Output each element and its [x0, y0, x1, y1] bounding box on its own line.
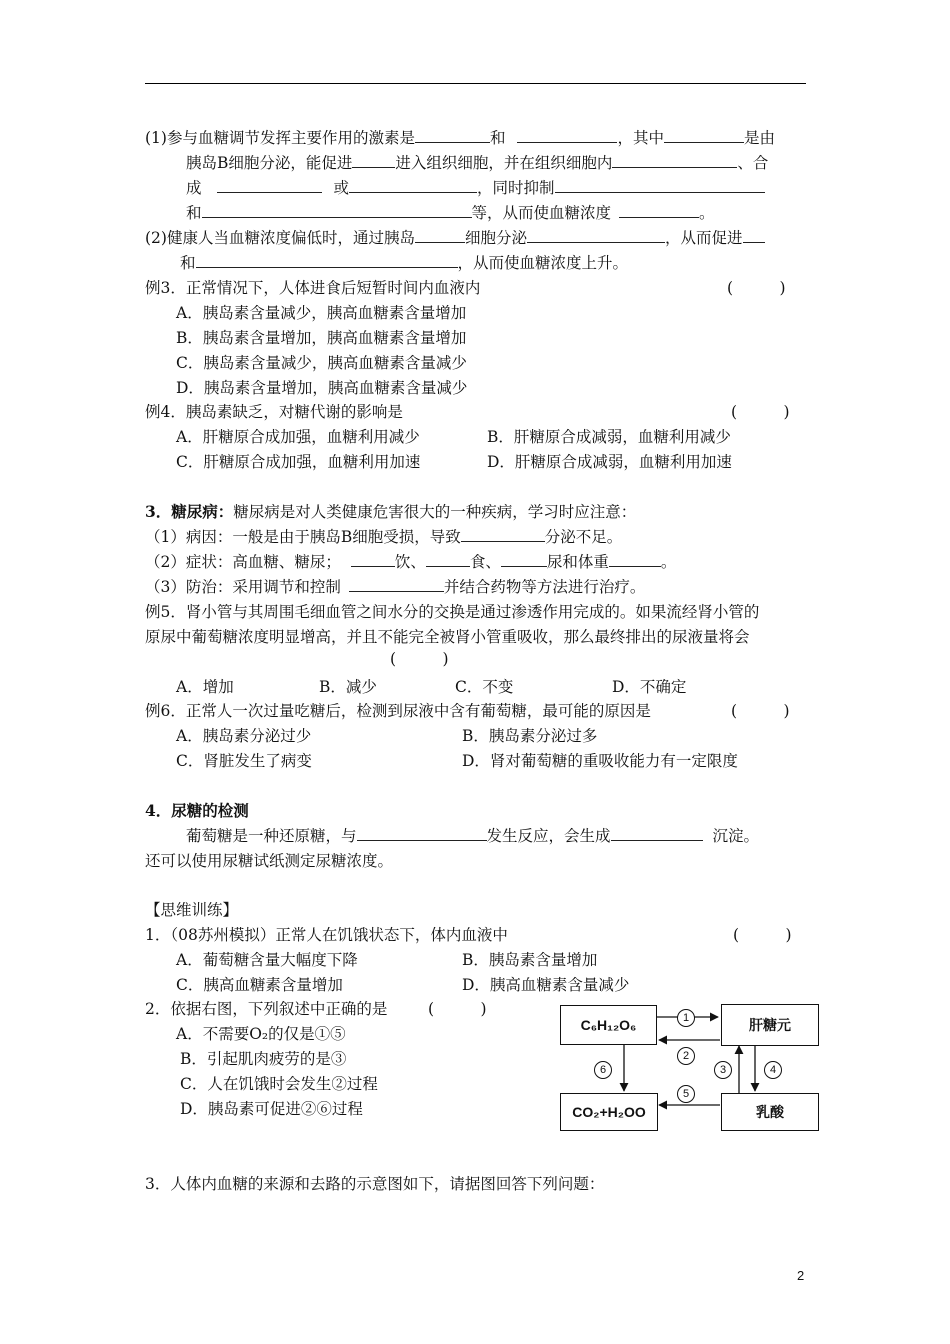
step-2-label: 2: [677, 1047, 695, 1065]
ex6-option-d: D．肾对葡萄糖的重吸收能力有一定限度: [462, 752, 738, 770]
ex5-line-1: 例5．肾小管与其周围毛细血管之间水分的交换是通过渗透作用完成的。如果流经肾小管的: [145, 603, 760, 621]
text: 。: [699, 204, 715, 222]
training-q2-option-b: B．引起肌肉疲劳的是③: [180, 1050, 347, 1068]
training-q2-option-a: A．不需要O₂的仅是①⑤: [176, 1025, 346, 1043]
ex4-option-c: C．肝糖原合成加强，血糖利用加速: [176, 453, 421, 471]
step-3-label: 3: [714, 1061, 732, 1079]
training-q2-option-c: C．人在饥饿时会发生②过程: [180, 1075, 378, 1093]
text: 、合: [737, 154, 769, 172]
text: 发生反应，会生成: [486, 827, 611, 845]
step-5-label: 5: [677, 1085, 695, 1103]
ex5-line-2: 原尿中葡萄糖浓度明显增高，并且不能完全被肾小管重吸收，那么最终排出的尿液量将会: [145, 628, 750, 646]
text: 是由: [744, 129, 776, 147]
step-4-label: 4: [764, 1061, 782, 1079]
training-q1-option-a: A．葡萄糖含量大幅度下降: [176, 951, 358, 969]
ex4-stem: 例4．胰岛素缺乏，对糖代谢的影响是: [145, 403, 403, 421]
text: 并结合药物等方法进行治疗。: [443, 578, 646, 596]
training-q1-option-b: B．胰岛素含量增加: [462, 951, 598, 969]
training-q1-answer-paren[interactable]: ( ): [733, 926, 792, 944]
ex5-option-c: C．不变: [455, 678, 514, 696]
training-q2-answer-paren[interactable]: ( ): [428, 1000, 487, 1018]
ex4-option-a: A．肝糖原合成加强，血糖利用减少: [176, 428, 420, 446]
ex3-option-c: C．胰岛素含量减少，胰高血糖素含量减少: [176, 354, 467, 372]
ex4-option-b: B．肝糖原合成减弱，血糖利用减少: [487, 428, 731, 446]
text: ，同时抑制: [477, 179, 555, 197]
ex6-option-a: A．胰岛素分泌过少: [176, 727, 312, 745]
text: 细胞分泌: [464, 229, 527, 247]
text: 进入组织细胞，并在组织细胞内: [395, 154, 613, 172]
text: ，从而使血糖浓度上升。: [457, 254, 629, 272]
training-title: 【思维训练】: [145, 901, 239, 919]
text: 和: [186, 204, 202, 222]
text: 。: [660, 553, 677, 571]
text: (1)参与血糖调节发挥主要作用的激素是: [145, 129, 415, 147]
ex4-option-d: D．肝糖原合成减弱，血糖利用加速: [487, 453, 732, 471]
training-q2-option-d: D．胰岛素可促进②⑥过程: [180, 1100, 363, 1118]
page-number: 2: [797, 1268, 805, 1283]
text: 糖尿病是对人类健康危害很大的一种疾病，学习时应注意：: [233, 503, 637, 521]
training-q2-stem: 2．依据右图，下列叙述中正确的是: [145, 1000, 388, 1018]
ex3-option-b: B．胰岛素含量增加，胰高血糖素含量增加: [176, 329, 467, 347]
ex5-option-a: A．增加: [176, 678, 234, 696]
text: （3）防治：采用调节和控制: [145, 578, 341, 596]
ex3-stem: 例3．正常情况下，人体进食后短暂时间内血液内: [145, 279, 481, 297]
section-title: 3．糖尿病：: [145, 502, 234, 521]
training-q1-option-d: D．胰高血糖素含量减少: [462, 976, 630, 994]
text: 等，从而使血糖浓度: [471, 204, 612, 222]
glucose-box: C₆H₁₂O₆: [560, 1005, 657, 1045]
step-6-label: 6: [594, 1061, 612, 1079]
text: ，从而促进: [664, 229, 743, 247]
text: 和: [180, 254, 196, 272]
text: 沉淀。: [712, 827, 760, 845]
text: 分泌不足。: [544, 528, 623, 546]
lactic-acid-box: 乳酸: [721, 1093, 819, 1131]
text: 或: [333, 179, 350, 197]
text: 饮、: [394, 553, 426, 571]
glycogen-box: 肝糖元: [721, 1004, 819, 1046]
text: 和: [489, 129, 506, 147]
ex6-answer-paren[interactable]: ( ): [731, 702, 790, 720]
co2-water-box: CO₂+H₂OO: [560, 1093, 658, 1131]
ex6-stem: 例6．正常人一次过量吃糖后，检测到尿液中含有葡萄糖，最可能的原因是: [145, 702, 651, 720]
text: (2)健康人当血糖浓度偏低时，通过胰岛: [145, 229, 415, 247]
ex3-option-a: A．胰岛素含量减少，胰高血糖素含量增加: [176, 304, 467, 322]
ex5-answer-paren[interactable]: ( ): [390, 650, 449, 668]
text: 葡萄糖是一种还原糖，与: [186, 827, 357, 845]
ex5-option-b: B．减少: [319, 678, 377, 696]
ex3-answer-paren[interactable]: ( ): [727, 279, 786, 297]
ex4-answer-paren[interactable]: ( ): [731, 403, 790, 421]
training-q1-stem: 1．（08苏州模拟）正常人在饥饿状态下，体内血液中: [145, 926, 508, 944]
text: 食、: [469, 553, 501, 571]
ex3-option-d: D．胰岛素含量增加，胰高血糖素含量减少: [176, 379, 468, 397]
text: （1）病因：一般是由于胰岛B细胞受损，导致: [145, 528, 461, 546]
ex5-option-d: D．不确定: [612, 678, 687, 696]
training-q1-option-c: C．胰高血糖素含量增加: [176, 976, 343, 994]
s4-title: 4．尿糖的检测: [145, 801, 249, 820]
training-q3-stem: 3．人体内血糖的来源和去路的示意图如下，请据图回答下列问题：: [145, 1175, 605, 1193]
text: ，其中: [617, 129, 664, 147]
text: 胰岛B细胞分泌，能促进: [186, 154, 353, 172]
text: 尿和体重: [546, 553, 609, 571]
s4-line-2: 还可以使用尿糖试纸测定尿糖浓度。: [145, 852, 394, 870]
text: 成: [186, 179, 202, 197]
step-1-label: 1: [677, 1009, 695, 1027]
ex6-option-c: C．肾脏发生了病变: [176, 752, 312, 770]
ex6-option-b: B．胰岛素分泌过多: [462, 727, 598, 745]
text: （2）症状：高血糖、糖尿；: [145, 553, 341, 571]
